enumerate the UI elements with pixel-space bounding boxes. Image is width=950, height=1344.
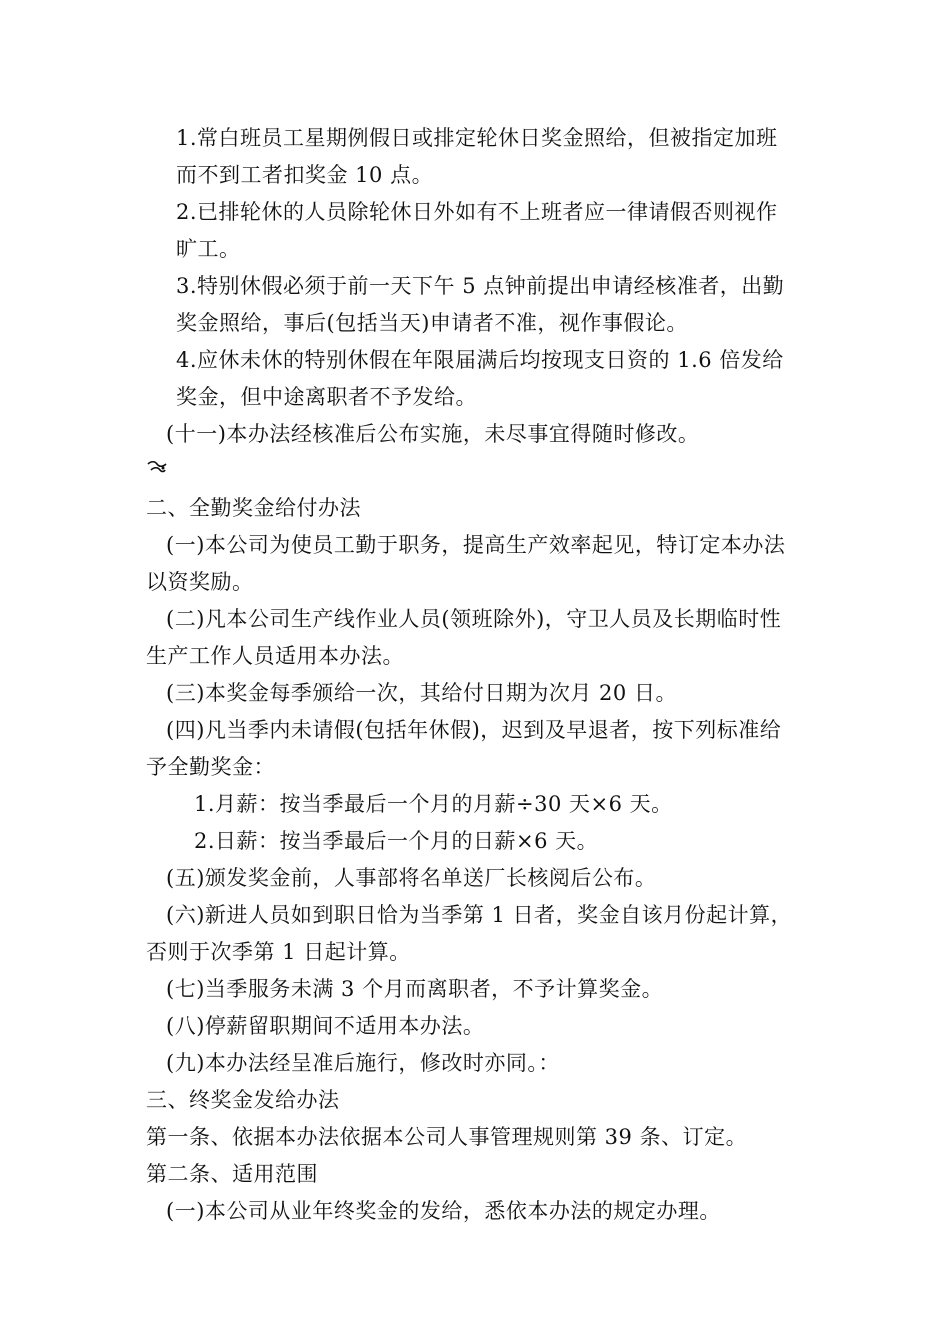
text-line: 4.应休未休的特别休假在年限届满后均按现支日资的 1.6 倍发给 bbox=[176, 348, 784, 372]
text-line: 3.特别休假必须于前一天下午 5 点钟前提出申请经核准者，出勤 bbox=[176, 274, 785, 298]
text-line: 1.常白班员工星期例假日或排定轮休日奖金照给，但被指定加班 bbox=[176, 126, 778, 150]
section-heading: 三、终奖金发给办法 bbox=[146, 1088, 340, 1112]
text-line: 第一条、依据本办法依据本公司人事管理规则第 39 条、订定。 bbox=[146, 1125, 748, 1149]
text-line: (二)凡本公司生产线作业人员(领班除外)，守卫人员及长期临时性 bbox=[166, 607, 782, 631]
text-line: 奖金，但中途离职者不予发给。 bbox=[176, 385, 477, 409]
paragraph-mark-icon bbox=[146, 460, 168, 474]
text-line: 旷工。 bbox=[176, 237, 241, 261]
text-line: (一)本公司从业年终奖金的发给，悉依本办法的规定办理。 bbox=[166, 1199, 721, 1223]
text-line: (一)本公司为使员工勤于职务，提高生产效率起见，特订定本办法 bbox=[166, 533, 786, 557]
text-line: 而不到工者扣奖金 10 点。 bbox=[176, 163, 434, 187]
text-line: (九)本办法经呈准后施行，修改时亦同。： bbox=[166, 1051, 560, 1075]
section-heading: 二、全勤奖金给付办法 bbox=[146, 496, 361, 520]
text-line: (十一)本办法经核准后公布实施，未尽事宜得随时修改。 bbox=[166, 422, 700, 446]
text-line: 奖金照给，事后(包括当天)申请者不准，视作事假论。 bbox=[176, 311, 688, 335]
text-line: (七)当季服务未满 3 个月而离职者，不予计算奖金。 bbox=[166, 977, 664, 1001]
text-line: 2.日薪：按当季最后一个月的日薪×6 天。 bbox=[194, 829, 599, 853]
text-line: 以资奖励。 bbox=[146, 570, 254, 594]
text-line: 予全勤奖金： bbox=[146, 755, 275, 779]
text-line: (三)本奖金每季颁给一次，其给付日期为次月 20 日。 bbox=[166, 681, 677, 705]
text-line: (八)停薪留职期间不适用本办法。 bbox=[166, 1014, 485, 1038]
text-line: (六)新进人员如到职日恰为当季第 1 日者，奖金自该月份起计算， bbox=[166, 903, 793, 927]
text-line: 第二条、适用范围 bbox=[146, 1162, 318, 1186]
text-line: 生产工作人员适用本办法。 bbox=[146, 644, 404, 668]
text-line: (五)颁发奖金前，人事部将名单送厂长核阅后公布。 bbox=[166, 866, 657, 890]
text-line: 2.已排轮休的人员除轮休日外如有不上班者应一律请假否则视作 bbox=[176, 200, 778, 224]
text-line: 1.月薪：按当季最后一个月的月薪÷30 天×6 天。 bbox=[194, 792, 673, 816]
text-line: (四)凡当季内未请假(包括年休假)，迟到及早退者，按下列标准给 bbox=[166, 718, 782, 742]
text-line: 否则于次季第 1 日起计算。 bbox=[146, 940, 411, 964]
